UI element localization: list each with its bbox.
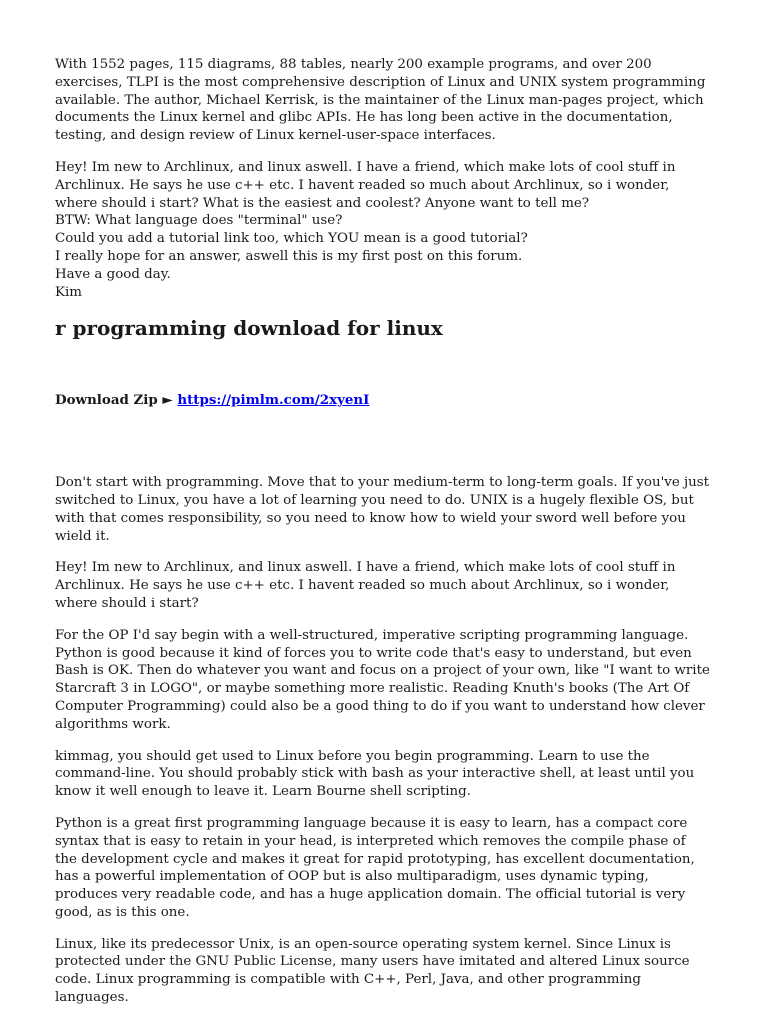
forum-post [55,159,710,301]
post-line: I really hope for an answer, aswell this is my first post on this forum. [55,248,523,264]
post-line: Kim [55,284,82,300]
post-line: Have a good day. [55,266,171,282]
post-line: Hey! Im new to Archlinux, and linux aswell. I have a friend, which make lots of cool stuff in Archlinux. He says he use c++ etc. I havent readed so much about Archlinux, so i wonder, where should i start? What is the easiest and coolest? Anyone want to tell me? [55,159,676,211]
download-link[interactable]: https://pimlm.com/2xyenI [177,392,370,409]
body-paragraph: Linux, like its predecessor Unix, is an open-source operating system kernel. Since Linux is protected under the GNU Public License, many users have imitated and altered Linux source code. Linux programming is compatible with C++, Perl, Java, and other programming languages. [55,936,690,1006]
body-paragraph: kimmag, you should get used to Linux before you begin programming. Learn to use the command-line. You should probably stick with bash as your interactive shell, at least until you know it well enough to leave it. Learn Bourne shell scripting. [55,748,695,800]
body-paragraph: Python is a great first programming language because it is easy to learn, has a compact core syntax that is easy to retain in your head, is interpreted which removes the compile phase of the development cycle and makes it great for rapid prototyping, has excellent documentation, has a powerful implementation of OOP but is also multiparadigm, uses dynamic typing, produces very readable code, and has a huge application domain. The official tutorial is very good, as is this one. [55,815,695,920]
post-line: BTW: What language does "terminal" use? [55,213,343,229]
body-paragraph: For the OP I'd say begin with a well-structured, imperative scripting programming language. Python is good because it kind of forces you to write code that's easy to understand, but even Bash is OK. Then do whatever you want and focus on a project of your own, like "I want to write Starcraft 3 in LOGO", or maybe something more realistic. Reading Knuth's books (The Art Of Computer Programming) could also be a good thing to do if you want to understand how clever algorithms work. [55,627,710,732]
spacer [55,410,710,474]
body-paragraph: Don't start with programming. Move that to your medium-term to long-term goals. If you've just switched to Linux, you have a lot of learning you need to do. UNIX is a hugely flexible OS, but with that comes responsibility, so you need to know how to wield your sword well before you wield it. [55,475,710,544]
body-paragraph: Hey! Im new to Archlinux, and linux aswell. I have a friend, which make lots of cool stuff in Archlinux. He says he use c++ etc. I havent readed so much about Archlinux, so i wonder, where should i start? [55,560,676,611]
intro-paragraph: With 1552 pages, 115 diagrams, 88 tables, nearly 200 example programs, and over 200 exercises, TLPI is the most comprehensive description of Linux and UNIX system programming available. The author, Michael Kerrisk, is the maintainer of the Linux man-pages project, which documents the Linux kernel and glibc APIs. He has long been active in the documentation, testing, and design review of Linux kernel-user-space interfaces. [55,57,706,144]
page-title: r programming download for linux [55,316,443,341]
post-line: Could you add a tutorial link too, which YOU mean is a good tutorial? [55,231,528,247]
download-label: Download Zip ► [55,392,173,409]
download-line [55,392,710,410]
